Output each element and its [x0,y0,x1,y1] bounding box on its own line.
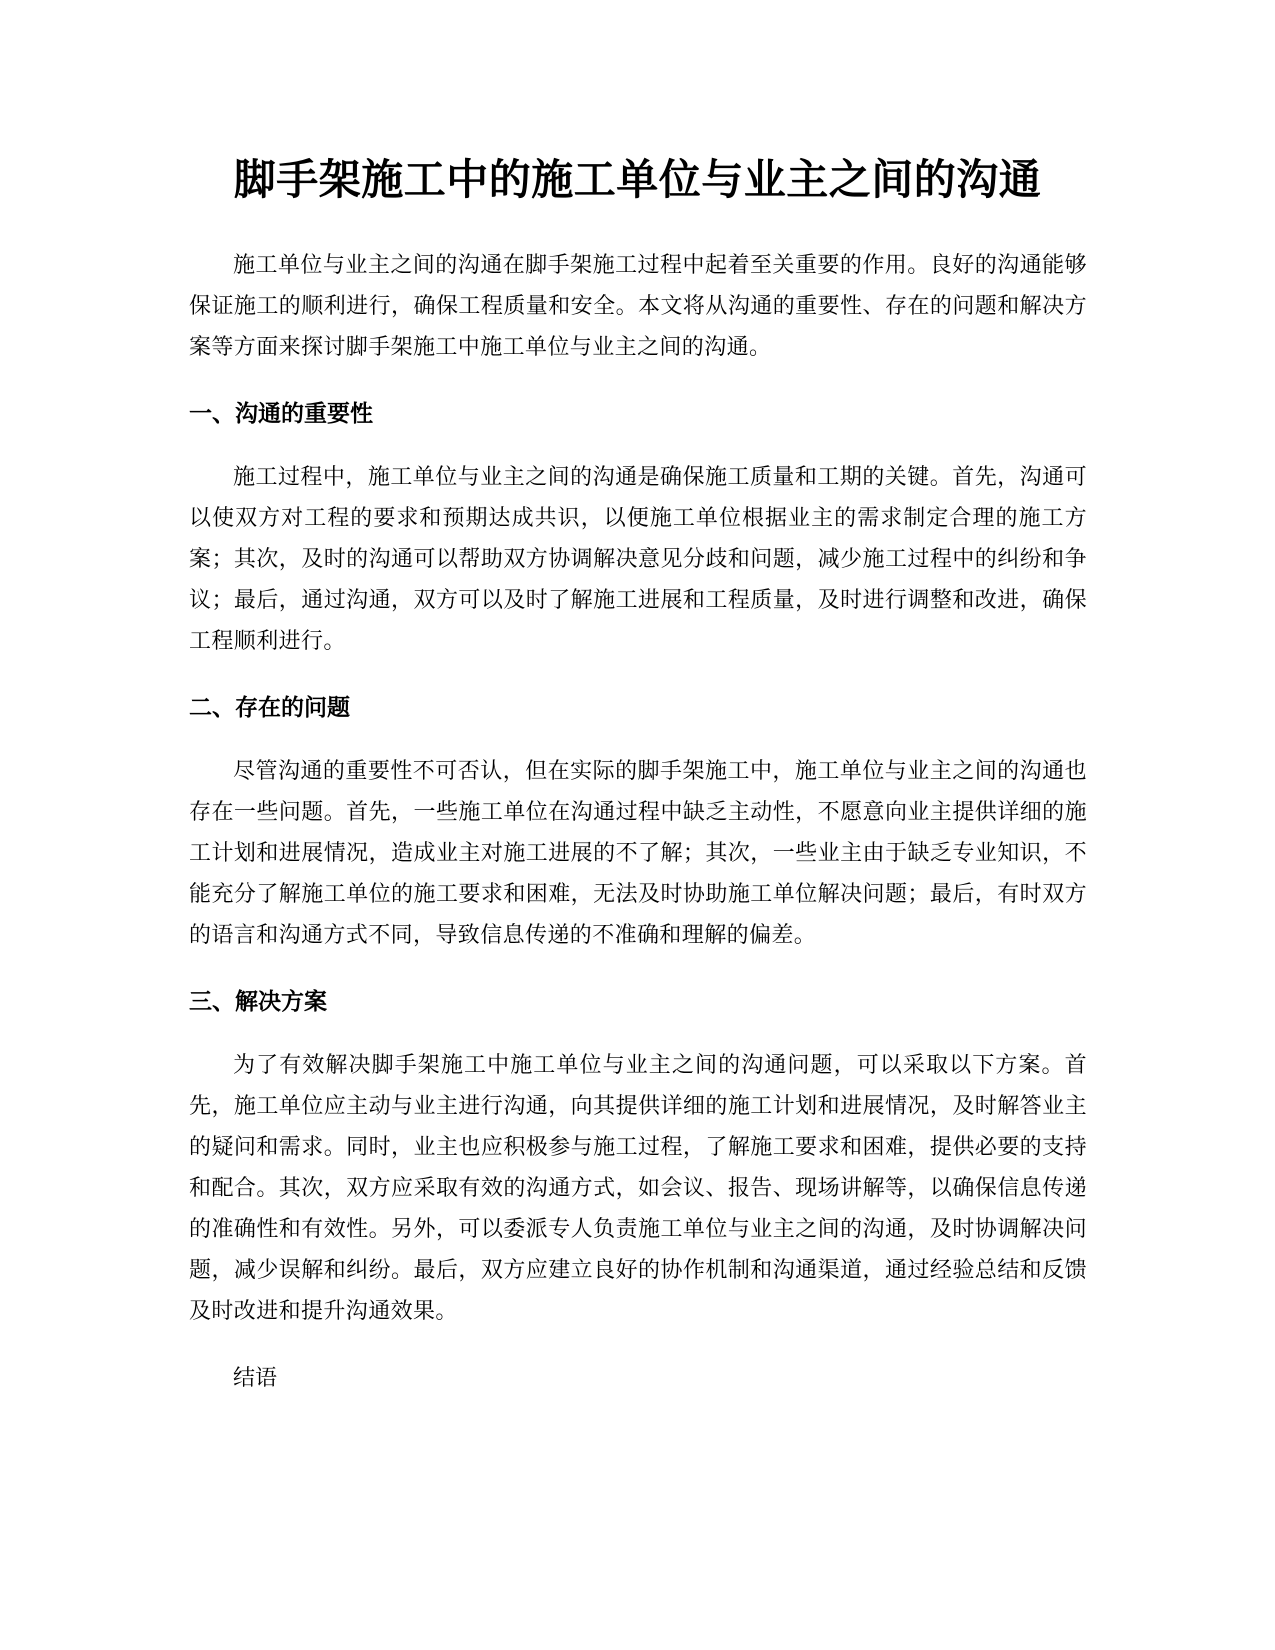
section-body-problems: 尽管沟通的重要性不可否认，但在实际的脚手架施工中，施工单位与业主之间的沟通也存在一些问题。首先，一些施工单位在沟通过程中缺乏主动性，不愿意向业主提供详细的施工计划和进展情况，造成业主对施工进展的不了解；其次，一些业主由于缺乏专业知识，不能充分了解施工单位的施工要求和困难，无法及时协助施工单位解决问题；最后，有时双方的语言和沟通方式不同，导致信息传递的不准确和理解的偏差。 [189,759,1087,948]
intro-paragraph: 施工单位与业主之间的沟通在脚手架施工过程中起着至关重要的作用。良好的沟通能够保证施工的顺利进行，确保工程质量和安全。本文将从沟通的重要性、存在的问题和解决方案等方面来探讨脚手架施工中施工单位与业主之间的沟通。 [189,253,1087,360]
section-heading-problems: 二、存在的问题 [189,695,350,721]
document-title: 脚手架施工中的施工单位与业主之间的沟通 [233,155,1042,204]
document-body [189,245,1087,1399]
section-heading-importance: 一、沟通的重要性 [189,401,373,427]
section-heading-solutions: 三、解决方案 [189,989,327,1015]
section-body-solutions: 为了有效解决脚手架施工中施工单位与业主之间的沟通问题，可以采取以下方案。首先，施工单位应主动与业主进行沟通，向其提供详细的施工计划和进展情况，及时解答业主的疑问和需求。同时，业主也应积极参与施工过程，了解施工要求和困难，提供必要的支持和配合。其次，双方应采取有效的沟通方式，如会议、报告、现场讲解等，以确保信息传递的准确性和有效性。另外，可以委派专人负责施工单位与业主之间的沟通，及时协调解决问题，减少误解和纠纷。最后，双方应建立良好的协作机制和沟通渠道，通过经验总结和反馈及时改进和提升沟通效果。 [189,1053,1087,1324]
section-body-importance: 施工过程中，施工单位与业主之间的沟通是确保施工质量和工期的关键。首先，沟通可以使双方对工程的要求和预期达成共识，以便施工单位根据业主的需求制定合理的施工方案；其次，及时的沟通可以帮助双方协调解决意见分歧和问题，减少施工过程中的纠纷和争议；最后，通过沟通，双方可以及时了解施工进展和工程质量，及时进行调整和改进，确保工程顺利进行。 [189,465,1087,654]
closing-heading: 结语 [233,1366,278,1391]
